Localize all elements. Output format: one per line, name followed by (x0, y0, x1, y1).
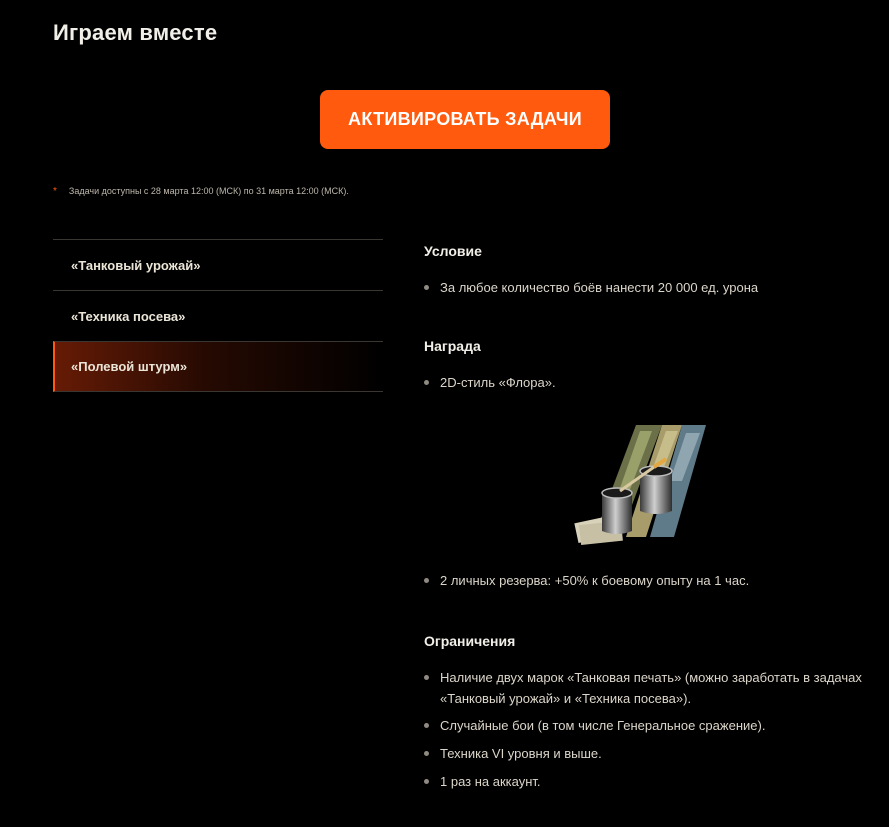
restriction-item (424, 667, 862, 709)
restriction-item: Техника VI уровня и выше. (424, 743, 602, 764)
task-tabs (53, 239, 383, 392)
page-title: Играем вместе (53, 20, 218, 45)
restriction-item: 1 раз на аккаунт. (424, 771, 541, 792)
footnote-text: Задачи доступны с 28 марта 12:00 (МСК) по 31 марта 12:00 (МСК). (68, 186, 349, 196)
restriction-item-line: «Танковый урожай» и «Техника посева»). (440, 691, 692, 706)
activate-tasks-button[interactable]: АКТИВИРОВАТЬ ЗАДАЧИ (320, 90, 610, 149)
camouflage-paint-buckets-icon (574, 421, 714, 546)
condition-heading: Условие (424, 243, 482, 259)
restrictions-heading: Ограничения (424, 633, 516, 649)
footnote-marker: * (53, 186, 57, 197)
reward-item-reserves: 2 личных резерва: +50% к боевому опыту на 1 час. (424, 570, 749, 591)
tab-field-assault[interactable]: «Полевой штурм» (53, 341, 383, 392)
footnote (53, 186, 349, 197)
reward-heading: Награда (424, 338, 481, 354)
condition-item: За любое количество боёв нанести 20 000 ед. урона (424, 277, 758, 298)
reward-item-style: 2D-стиль «Флора». (424, 372, 556, 393)
restriction-item: Случайные бои (в том числе Генеральное сражение). (424, 715, 765, 736)
tab-tank-harvest[interactable]: «Танковый урожай» (53, 239, 383, 290)
restriction-item-line: Наличие двух марок «Танковая печать» (можно заработать в задачах (440, 670, 862, 685)
tab-sowing-machinery[interactable]: «Техника посева» (53, 290, 383, 341)
